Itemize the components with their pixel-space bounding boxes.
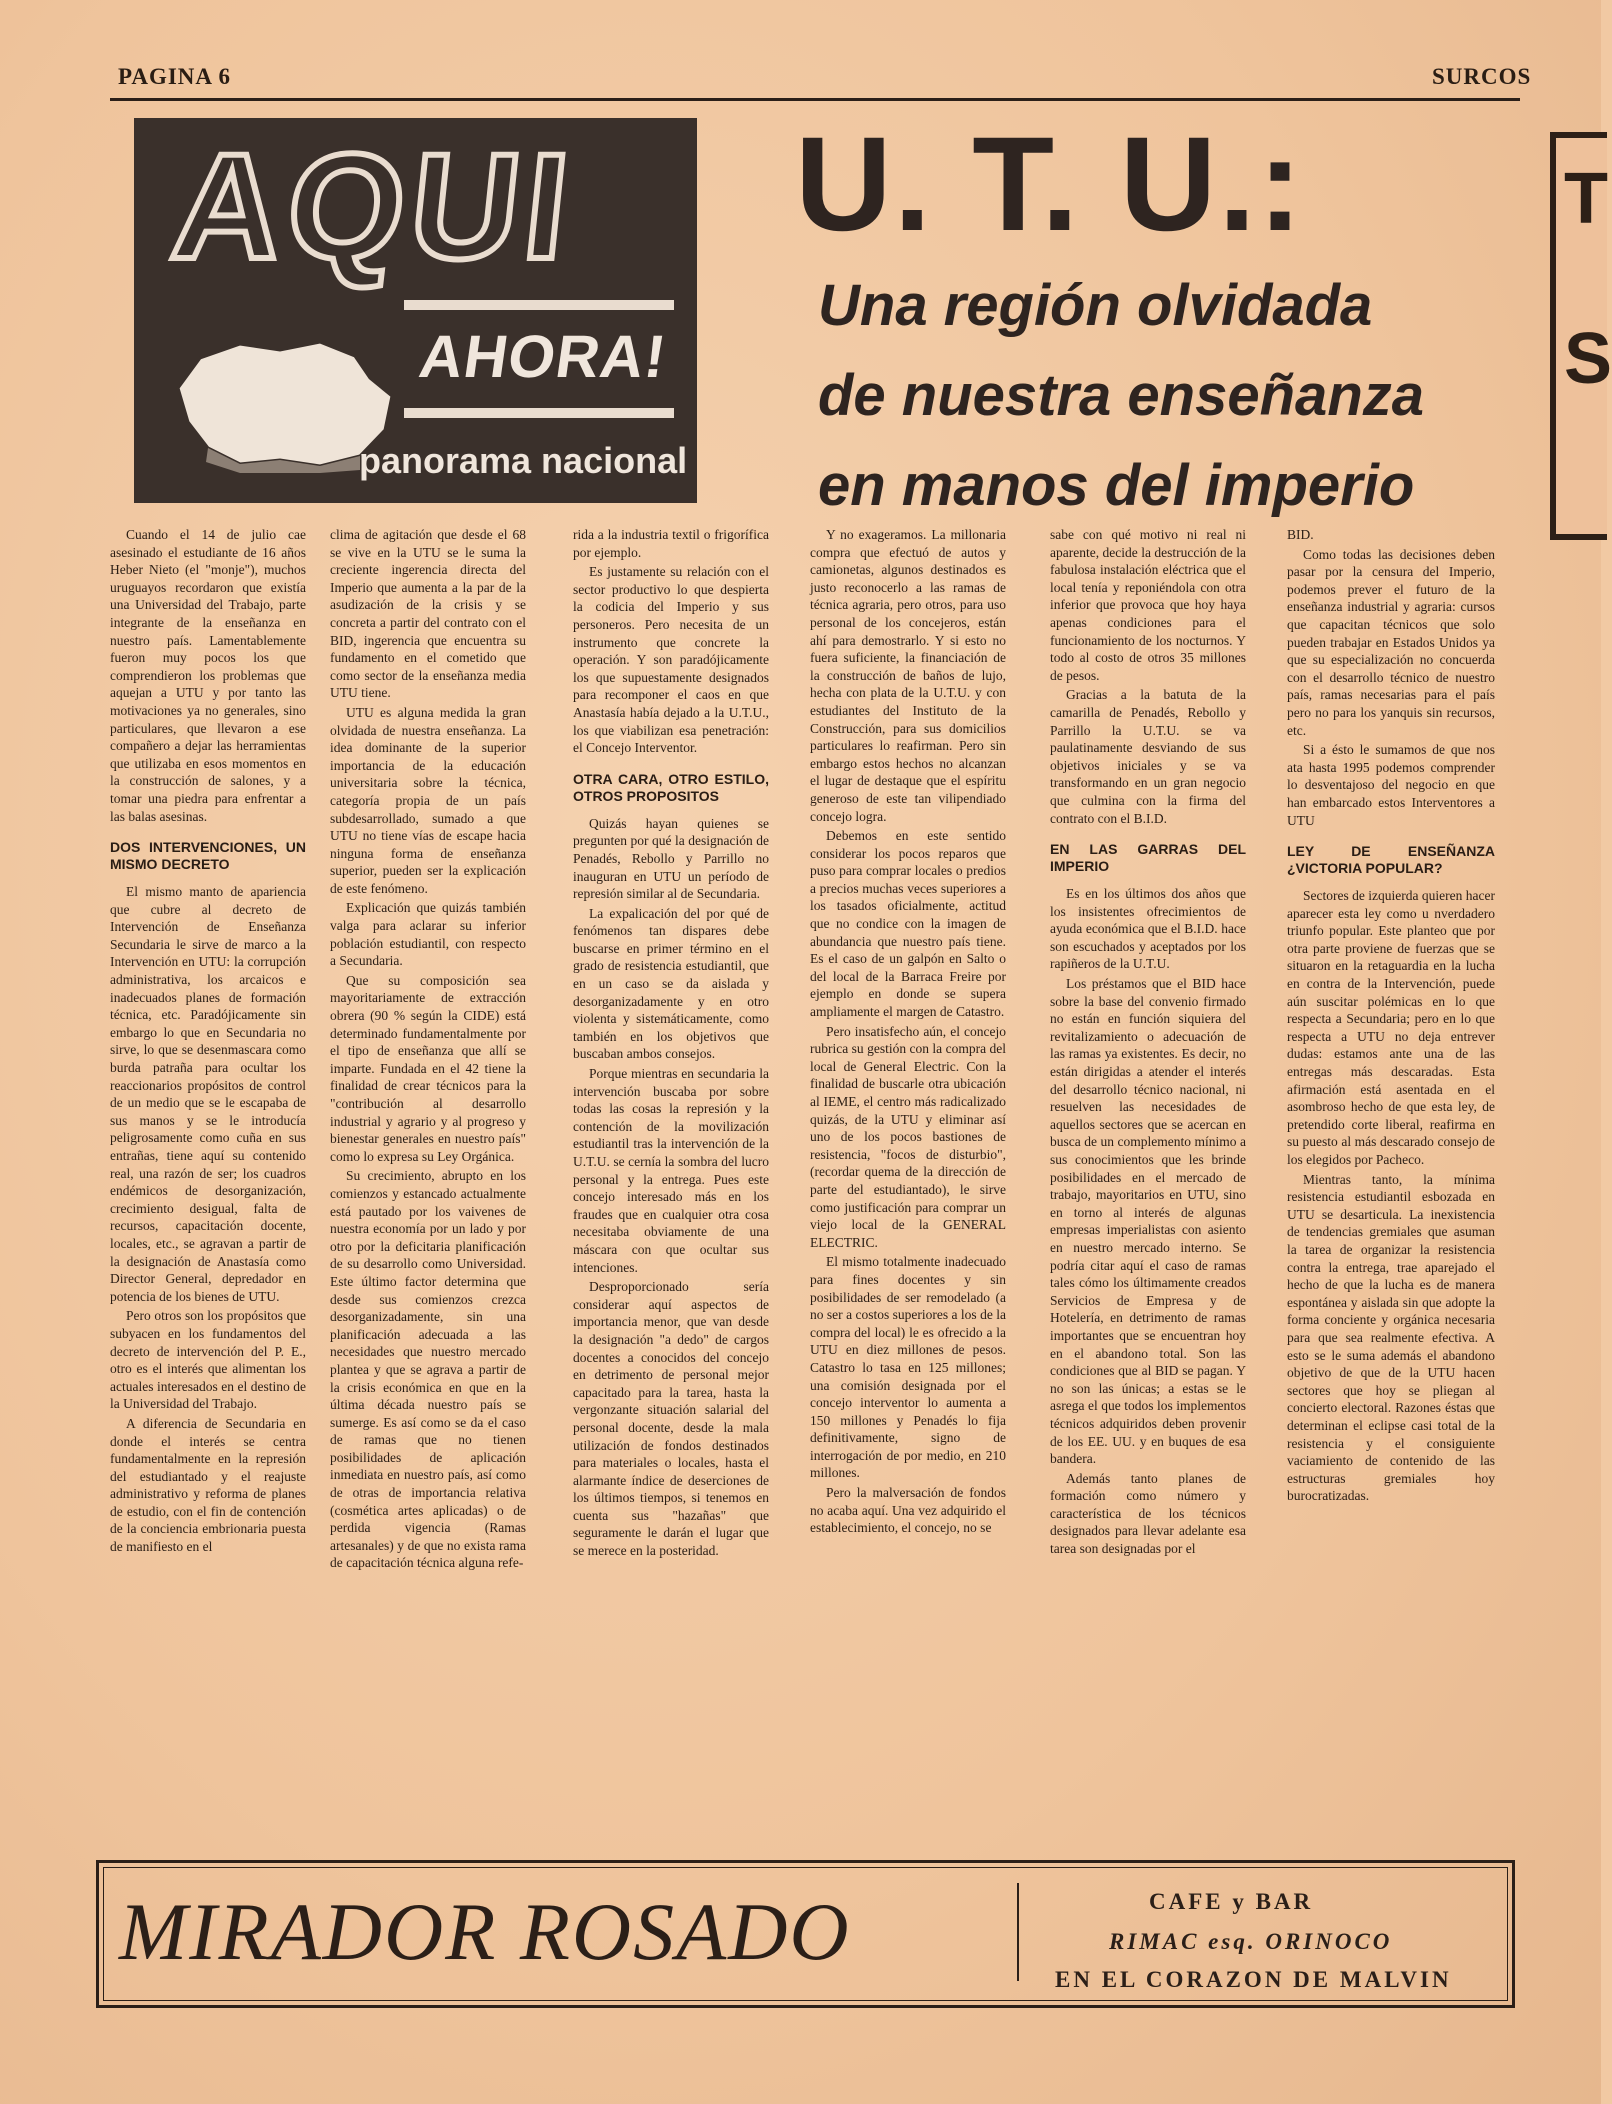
paragraph: Además tanto planes de formación como número y característica de los técnicos designados para llevar adelante esa tarea son designadas por el bbox=[1050, 1470, 1246, 1557]
paragraph: Porque mientras en secundaria la intervención buscaba por sobre todas las cosas la represión y la contención de la movilización estudiantil tras la intervención de la U.T.U. se cernía la sombra del lucro personal y la entrega. Pues este concejo interesado más en los fraudes que en cualquier otra cosa necesitaba obviamente de una máscara con que ocultar sus intenciones. bbox=[573, 1066, 769, 1275]
article-column-6 bbox=[1287, 526, 1495, 1505]
paragraph: UTU es alguna medida la gran olvidada de nuestra enseñanza. La idea dominante de la superior importancia de la educación universitaria sobre la técnica, categoría propia de un país subdesarrollado, sumado a que UTU no tiene vías de escape hacia ninguna forma de enseñanza superior, pueden ser la explicación de este fenómeno. bbox=[330, 704, 526, 896]
subheading: LEY DE ENSEÑANZA ¿VICTORIA POPULAR? bbox=[1287, 843, 1495, 877]
paragraph: Debemos en este sentido considerar los pocos reparos que puso para comprar locales o predios a precios muchas veces superiores a los tasados oficialmente, actitud que no condice con la imagen de abundancia que nuestro país tiene. Es el caso de un galpón en Salto o del local de la Barraca Freire por ejemplo en donde se supera ampliamente el margen de Catastro. bbox=[810, 828, 1006, 1020]
newspaper-name: SURCOS bbox=[1432, 64, 1532, 89]
page-number: PAGINA 6 bbox=[118, 64, 231, 89]
edge-letter-2: S bbox=[1564, 319, 1612, 399]
headline-subtitle-3: en manos del imperio bbox=[818, 453, 1415, 518]
ad-line-3: EN EL CORAZON DE MALVIN bbox=[1055, 1967, 1452, 1992]
adjacent-page-edge bbox=[1550, 132, 1612, 540]
article-column-3 bbox=[573, 526, 769, 1560]
paragraph: clima de agitación que desde el 68 se vive en la UTU se le suma la creciente ingerencia directa del Imperio que aumenta a la par de la asudización de la crisis y se concreta a partir del contrato con el BID, ingerencia que encuentra su fundamento en el cometido que como sector de la enseñanza media UTU tiene. bbox=[330, 527, 526, 701]
paragraph: sabe con qué motivo ni real ni aparente, decide la destrucción de la fabulosa instalación eléctrica que el local tenía y reponiéndola con otra inferior que provoca que hoy haya apenas condiciones para el funcionamiento de los nocturnos. Y todo al costo de otros 35 millones de pesos. bbox=[1050, 527, 1246, 683]
advertisement-box bbox=[96, 1860, 1515, 2008]
ad-line-1: CAFE y BAR bbox=[1149, 1889, 1314, 1914]
paragraph: Gracias a la batuta de la camarilla de Penadés, Rebollo y Parrillo la U.T.U. se va paulatinamente desviando de sus objetivos iniciales y se va transformando en un gran negocio que culmina con la firma del contrato con el B.I.D. bbox=[1050, 687, 1246, 826]
paragraph: Sectores de izquierda quieren hacer aparecer esta ley como u nverdadero triunfo popular. Este planteo que por otra parte proviene de fuerzas que se situaron en la retaguardia en la lucha en contra de la Intervención, puede aún suscitar polémicas en lo que respecta a Secundaria; pero en lo que respecta a UTU no deja entrever dudas: estamos ante una de las entregas más descaradas. Esta afirmación está asentada en el asombroso hecho de que esta ley, de pretendido corte liberal, reafirma en su puesto al más descarado consejo de los elegidos por Pacheco. bbox=[1287, 888, 1495, 1167]
paragraph: Como todas las decisiones deben pasar por la censura del Imperio, podemos prever el futuro de la enseñanza industrial y agraria: cursos que capacitan técnicos que solo pueden trabajar en Estados Unidos ya que su especialización no concuerda con el desarrollo técnico de nuestro país, ramas necesarias para el país pero no para los yanquis sin recursos, etc. bbox=[1287, 546, 1495, 738]
article-column-2 bbox=[330, 526, 526, 1572]
paragraph: Desproporcionado sería considerar aquí aspectos de importancia menor, que van desde la designación "a dedo" de cargos docentes a conocidos del concejo en detrimento de personal mejor capacitado para la tarea, hasta la vergonzante situación salarial del personal docente, desde la mala utilización de fondos destinados para materiales o locales, hasta el alarmante índice de deserciones de los últimos tiempos, si tenemos en cuenta sus "hazañas" que seguramente le darán el lugar que se merece en la posteridad. bbox=[573, 1279, 769, 1559]
paragraph: Pero la malversación de fondos no acaba aquí. Una vez adquirido el establecimiento, el concejo, no se bbox=[810, 1485, 1006, 1536]
paragraph: El mismo manto de apariencia que cubre al decreto de Intervención de Enseñanza Secundaria le sirve de marco a la Intervención en UTU: la corrupción administrativa, los arcaicos e inadecuados planes de formación técnica, etc. Paradójicamente sin embargo lo que en Secundaria no sirve, lo que se desenmascara como burda patraña para ocultar los reaccionarios propósitos de control de un medio que se le escapaba de sus manos y se le introducía peligrosamente como cuña en sus entrañas, tiene aquí su contenido real, una razón de ser; los cuadros endémicos de desorganización, crecimiento desigual, falta de recursos, capacitación docente, locales, etc., se agravan a partir de la designación de Anastasía como Director General, depredador en potencia de los bienes de UTU. bbox=[110, 884, 306, 1304]
paragraph: Su crecimiento, abrupto en los comienzos y estancado actualmente está pautado por los vaivenes de nuestra economía por un lado y por otro por la deficitaria planificación de su desarrollo como Universidad. Este último factor determina que desde sus comienzos crezca desorganizadamente, sin una planificación adecuada a las necesidades que nuestro mercado plantea y que se agrava a partir de la crisis económica en que en la última década nuestro país se sumerge. Es así como se da el caso de ramas que no tienen posibilidades de aplicación inmediata en nuestro país, así como de otras de importancia relativa (cosmética artes aplicadas) o de perdida vigencia (Ramas artesanales) y de que no exista rama de capacitación técnica alguna refe- bbox=[330, 1168, 526, 1571]
article-column-4 bbox=[810, 526, 1006, 1537]
banner-bottom-bar bbox=[404, 408, 674, 418]
logo-aqui-text: AQUI bbox=[165, 122, 582, 290]
header-rule bbox=[110, 98, 1520, 101]
paragraph: Es en los últimos dos años que los insistentes ofrecimientos de ayuda económica que el B.I.D. hace son escuchados y aceptados por los rapiñeros de la U.T.U. bbox=[1050, 886, 1246, 972]
article-column-1 bbox=[110, 526, 306, 1556]
paragraph: Pero insatisfecho aún, el concejo rubrica su gestión con la compra del local de General Electric. Con la finalidad de buscarle otra ubicación al IEME, el centro más radicalizado quizás, de la UTU y eliminar así uno de los pocos bastiones de resistencia, "focos de disturbio", (recordar quema de la dirección de parte del estudiantado), le sirve como justificación para comprar un viejo local de la GENERAL ELECTRIC. bbox=[810, 1023, 1006, 1250]
edge-letter-1: T bbox=[1564, 159, 1608, 239]
logo-ahora-text: AHORA! bbox=[415, 323, 671, 390]
ad-business-name: MIRADOR ROSADO bbox=[119, 1886, 851, 1977]
subheading: DOS INTERVENCIONES, UN MISMO DECRETO bbox=[110, 839, 306, 873]
paragraph: Pero otros son los propósitos que subyacen en los fundamentos del decreto de intervención del P. E., otro es el interés que alimentan los actuales interesados en el destino de la Universidad del Trabajo. bbox=[110, 1308, 306, 1412]
banner-top-bar bbox=[404, 300, 674, 310]
paragraph: BID. bbox=[1287, 527, 1314, 542]
headline-subtitle-2: de nuestra enseñanza bbox=[818, 363, 1424, 428]
headline-subtitle-1: Una región olvidada bbox=[818, 273, 1373, 338]
paragraph: Es justamente su relación con el sector productivo lo que despierta la codicia del Imperio y sus personeros. Pero necesita de un instrumento que concrete la operación. Y son paradójicamente los que supuestamente designados para recomponer el caos en que Anastasía había dejado a la U.T.U., los que viabilizan esa penetración: el Concejo Interventor. bbox=[573, 564, 769, 756]
paragraph: Cuando el 14 de julio cae asesinado el estudiante de 16 años Heber Nieto (el "monje"), muchos uruguayos recordaron que existía una Universidad del Trabajo, parte integrante de la enseñanza en nuestro país. Lamentablemente fueron muy pocos los que comprendieron los problemas que aquejan a UTU y por tanto las motivaciones ya no generales, sino particulares, que llevaron a ese compañero a dejar las herramientas que utilizaba en esos momentos en la construcción de salones, y a tomar una piedra para enfrentar a las balas asesinas. bbox=[110, 527, 306, 824]
paragraph: Los préstamos que el BID hace sobre la base del convenio firmado no están en función siquiera del revitalizamiento o adecuación de las ramas ya existentes. Es decir, no están dirigidas a atender el interés del desarrollo técnico nacional, ni resuelven las necesidades de aquellos sectores que se acercan en busca de un complemento mínimo a sus conocimientos que les brinde posibilidades en el mercado de trabajo, mayoritarios en UTU, sino en torno al interés de algunas empresas imperialistas con asiento en nuestro mercado interno. Se podría citar aquí el caso de ramas tales cómo los últimamente creados Servicios de Empresa y de Hotelería, en detrimento de ramas importantes que se encuentran hoy en el abandono total. Son las condiciones que al BID se pagan. Y no son las únicas; a estas se le asrega el que todos los implementos técnicos adquiridos deben provenir de los EE. UU. y en buques de esa bandera. bbox=[1050, 976, 1246, 1467]
paragraph: Y no exageramos. La millonaria compra que efectuó de autos y camionetas, algunos destinados es justo reconocerlo a las ramas de técnica agraria, pero otros, para uso personal de los concejeros, están ahí para demostrarlo. Y si esto no fuera suficiente, la financiación de la construcción de baños de lujo, hecha con plata de la U.T.U. y con estudiantes del Instituto de la Construcción, para sus domicilios particulares lo reafirman. Pero sin embargo estos hechos no alcanzan el lugar de destaque que el espíritu generoso de este tan vilipendiado concejo logra. bbox=[810, 527, 1006, 824]
section-logo bbox=[134, 118, 697, 503]
logo-section-name: panorama nacional bbox=[359, 440, 688, 481]
subheading: EN LAS GARRAS DEL IMPERIO bbox=[1050, 841, 1246, 875]
article-column-5 bbox=[1050, 526, 1246, 1558]
ahora-banner bbox=[404, 300, 674, 428]
paragraph: El mismo totalmente inadecuado para fines docentes y sin posibilidades de ser remodelado (a no ser a costos superiores a los de la compra del local) le es ofrecido a la UTU en diez millones de pesos. Catastro lo tasa en 125 millones; una comisión designada por el concejo interventor lo aumenta a 150 millones y Penadés lo fija definitivamente, signo de interrogación de por medio, en 210 millones. bbox=[810, 1254, 1006, 1481]
paragraph: Que su composición sea mayoritariamente de extracción obrera (90 % según la CIDE) está determinado fundamentalmente por el tipo de enseñanza que allí se imparte. Fundada en el 42 tiene la finalidad de crear técnicos para la "contribución al desarrollo industrial y agrario y al progreso y bienestar generales en nuestro país" como lo expresa su Ley Orgánica. bbox=[330, 972, 526, 1164]
paragraph: A diferencia de Secundaria en donde el interés se centra fundamentalmente en la represión del estudiantado y el reajuste administrativo y reforma de planes de estudio, con el fin de contención de la conciencia embrionaria puesta de manifiesto en el bbox=[110, 1415, 306, 1555]
paragraph: Quizás hayan quienes se pregunten por qué la designación de Penadés, Rebollo y Parrillo no inauguran en UTU un período de represión similar al de Secundaria. bbox=[573, 815, 769, 902]
subheading: OTRA CARA, OTRO ESTILO, OTROS PROPOSITOS bbox=[573, 770, 769, 804]
ad-divider bbox=[1017, 1883, 1019, 1981]
paragraph: Mientras tanto, la mínima resistencia estudiantil esbozada en UTU se desarticula. La inexistencia de tendencias gremiales que asuman la tarea de organizar la resistencia contra la entrega, trae aparejado el hecho de que la lucha es de manera espontánea y aislada sin que adopte la forma conciente y orgánica necesaria para que sea realmente efectiva. A esto se le suma además el abandono objetivo de que de la UTU hacen sectores que hoy se pliegan al concierto electoral. Razones éstas que determinan el eclipse casi total de la resistencia y el consiguiente vaciamiento de contenido de las estructuras gremiales hoy burocratizadas. bbox=[1287, 1171, 1495, 1504]
paragraph: rida a la industria textil o frigorífica por ejemplo. bbox=[573, 527, 769, 560]
headline-title: U. T. U.: bbox=[795, 110, 1305, 259]
paragraph: Si a ésto le sumamos de que nos ata hasta 1995 podemos comprender lo desventajoso del negocio en que han embarcado estos Interventores a UTU bbox=[1287, 742, 1495, 828]
paragraph: La expalicación del por qué de fenómenos tan dispares debe buscarse en primer término en el grado de resistencia estudiantil, que en un caso se da aislada y desorganizadamente y en otro violenta y sistemáticamente, como también en los objetivos que buscaban ambos consejos. bbox=[573, 905, 769, 1062]
ad-line-2: RIMAC esq. ORINOCO bbox=[1109, 1929, 1393, 1954]
paragraph: Explicación que quizás también valga para aclarar su inferior población estudiantil, con respecto a Secundaria. bbox=[330, 900, 526, 969]
